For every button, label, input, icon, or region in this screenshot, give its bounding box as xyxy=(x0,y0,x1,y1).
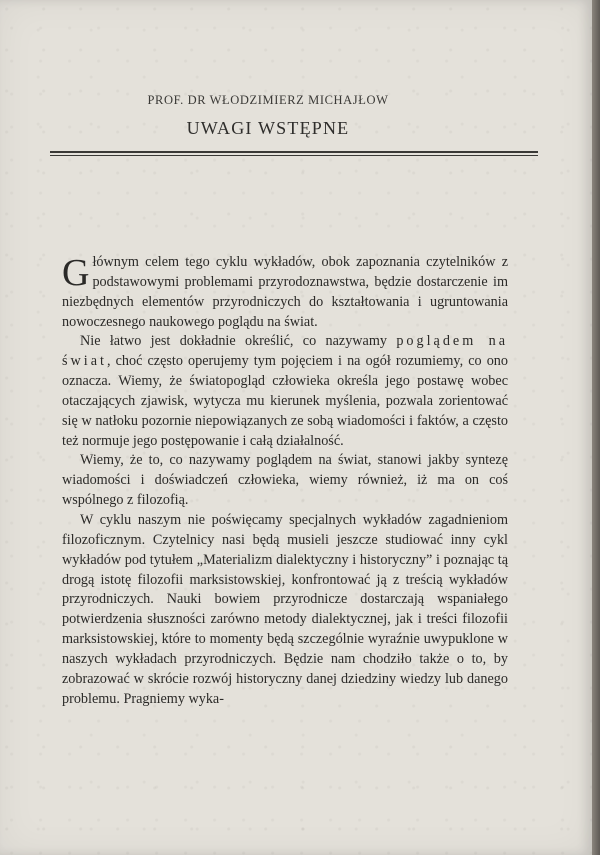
chapter-title: UWAGI WSTĘPNE xyxy=(186,118,350,138)
paragraph-1 xyxy=(62,253,508,332)
title-rule-thick xyxy=(50,151,538,153)
paragraph-3: Wiemy, że to, co nazywamy poglądem na świat, stanowi jakby syntezę wiadomości i doświadczeń człowieka, wiemy również, iż ma on coś wspólnego z filozofią. xyxy=(62,452,508,509)
emphasized-term: poglądem na świat xyxy=(62,333,508,370)
body-text xyxy=(62,253,508,709)
paragraph-2-text-b: , choć często operujemy tym pojęciem i na ogół rozumiemy, co ono oznacza. Wiemy, że światopogląd człowieka określa jego postawę wobec otaczających zjawisk, wytycza mu kierunek myślenia, pozwala zorientować się w natłoku pozornie niepowiązanych ze sobą wiadomości i faktów, a często też normuje jego postępowanie i całą działalność. xyxy=(62,353,508,449)
paragraph-4: W cyklu naszym nie poświęcamy specjalnych wykładów zagadnieniom filozoficznym. Czytelnicy nasi będą musieli jeszcze studiować inny cykl wykładów pod tytułem „Materializm dialektyczny i historyczny” i poznając tą drogą istotę filozofii marksistowskiej, konfrontować ją z treścią wykładów przyrodniczych. Nauki bowiem przyrodnicze dostarczają wspaniałego potwierdzenia słuszności zarówno metody dialektycznej, jak i treści filozofii marksistowskiej, które to momenty będą szczególnie wyraźnie uwypuklone w naszych wykładach przyrodniczych. Będzie nam chodziło także o to, by zobrazować w skrócie rozwój historyczny danej dziedziny wiedzy lub danego problemu. Pragniemy wyka- xyxy=(62,511,508,707)
drop-cap: G xyxy=(62,252,90,294)
page-edge xyxy=(592,0,600,855)
author-name: PROF. DR WŁODZIMIERZ MICHAJŁOW xyxy=(147,93,389,107)
title-rule-thin xyxy=(50,155,538,156)
paragraph-1-text: łównym celem tego cyklu wykładów, obok zapoznania czytelników z podstawowymi problemami przyrodoznawstwa, będzie dostarczenie im niezbędnych elementów przyrodniczych do kształtowania i ugruntowania nowoczesnego naukowego poglądu na świat. xyxy=(62,254,508,330)
paragraph-2-text-a: Nie łatwo jest dokładnie określić, co nazywamy xyxy=(80,333,397,350)
paragraph-2 xyxy=(62,332,508,451)
